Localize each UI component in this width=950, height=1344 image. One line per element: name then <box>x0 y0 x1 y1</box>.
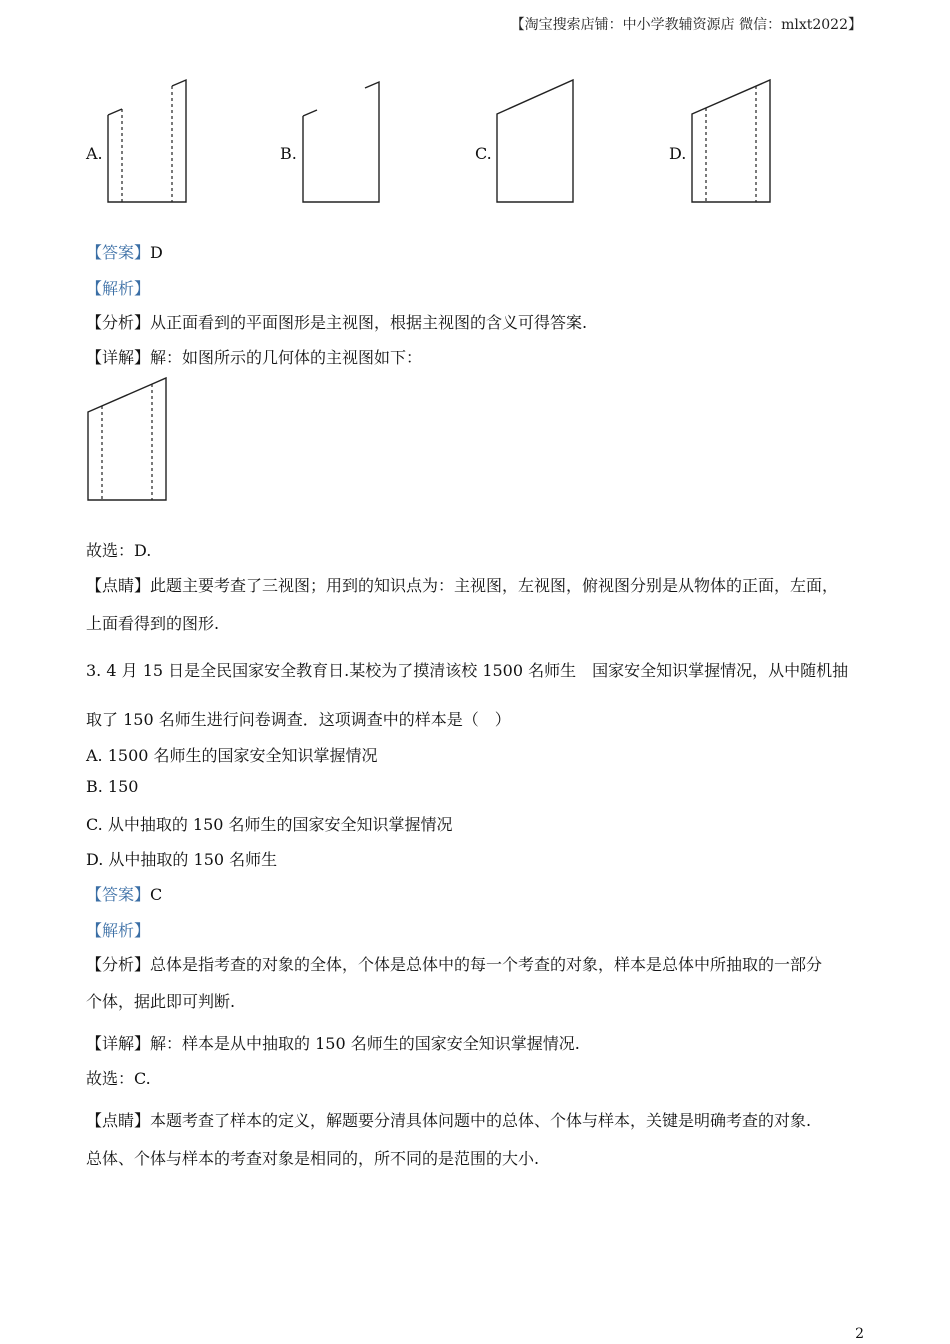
answer-tag: 【答案】 <box>86 885 151 904</box>
answer-tag: 【答案】 <box>86 243 151 262</box>
xiangjie-tag: 【详解】 <box>86 348 151 367</box>
q3-fenxi-l1 <box>86 952 822 975</box>
q3-answer-line <box>86 882 162 905</box>
answer-value: D <box>150 243 163 262</box>
q3-guxuan: 故选：C. <box>86 1069 151 1088</box>
option-b-label: B. <box>280 144 297 163</box>
fenxi-text: 从正面看到的平面图形是主视图，根据主视图的含义可得答案. <box>150 313 588 332</box>
jiexi-tag: 【解析】 <box>86 921 151 940</box>
dianjing-text: 本题考查了样本的定义，解题要分清具体问题中的总体、个体与样本，关键是明确考查的对象. <box>150 1111 812 1130</box>
q3-option-a: A. 1500 名师生的国家安全知识掌握情况 <box>86 746 378 765</box>
q3-fenxi-l2: 个体，据此即可判断. <box>86 992 236 1011</box>
q3-stem-l1: 3. 4 月 15 日是全民国家安全教育日.某校为了摸清该校 1500 名师生 国家安全知识掌握情况，从中随机抽 <box>86 661 849 680</box>
option-a-label: A. <box>86 144 103 163</box>
q3-dianjing-l1 <box>86 1108 811 1131</box>
option-a-figure <box>100 72 195 207</box>
option-d-figure <box>684 72 776 207</box>
q2-dianjing-l1 <box>86 573 838 596</box>
page-number: 2 <box>855 1326 864 1342</box>
page-header: 【淘宝搜索店铺：中小学教辅资源店 微信：mlxt2022】 <box>510 17 862 33</box>
q3-option-c: C. 从中抽取的 150 名师生的国家安全知识掌握情况 <box>86 815 453 834</box>
option-c-label: C. <box>475 144 492 163</box>
fenxi-tag: 【分析】 <box>86 955 151 974</box>
q3-stem-l2: 取了 150 名师生进行问卷调查．这项调查中的样本是（ ） <box>86 710 511 729</box>
option-b-figure <box>295 72 385 207</box>
fenxi-text: 总体是指考查的对象的全体，个体是总体中的每一个考查的对象，样本是总体中所抽取的一部分 <box>150 955 823 974</box>
dianjing-tag: 【点睛】 <box>86 576 151 595</box>
dianjing-tag: 【点睛】 <box>86 1111 151 1130</box>
q2-answer-line <box>86 240 163 263</box>
main-view-figure <box>80 370 175 505</box>
q3-option-b: B. 150 <box>86 777 139 796</box>
xiangjie-tag: 【详解】 <box>86 1034 151 1053</box>
jiexi-tag: 【解析】 <box>86 279 151 298</box>
q3-dianjing-l2: 总体、个体与样本的考查对象是相同的，所不同的是范围的大小. <box>86 1149 540 1168</box>
q3-xiangjie <box>86 1031 580 1054</box>
dianjing-text: 此题主要考查了三视图；用到的知识点为：主视图，左视图，俯视图分别是从物体的正面，左面， <box>150 576 839 595</box>
q2-guxuan: 故选：D. <box>86 541 152 560</box>
option-d-label: D. <box>669 144 687 163</box>
fenxi-tag: 【分析】 <box>86 313 151 332</box>
option-c-figure <box>489 72 581 207</box>
q2-fenxi <box>86 310 587 333</box>
xiangjie-text: 解：样本是从中抽取的 150 名师生的国家安全知识掌握情况. <box>150 1034 580 1053</box>
q3-option-d: D. 从中抽取的 150 名师生 <box>86 850 278 869</box>
q2-dianjing-l2: 上面看得到的图形. <box>86 614 220 633</box>
xiangjie-text: 解：如图所示的几何体的主视图如下： <box>150 348 423 367</box>
q2-xiangjie <box>86 345 422 368</box>
answer-value: C <box>150 885 163 904</box>
